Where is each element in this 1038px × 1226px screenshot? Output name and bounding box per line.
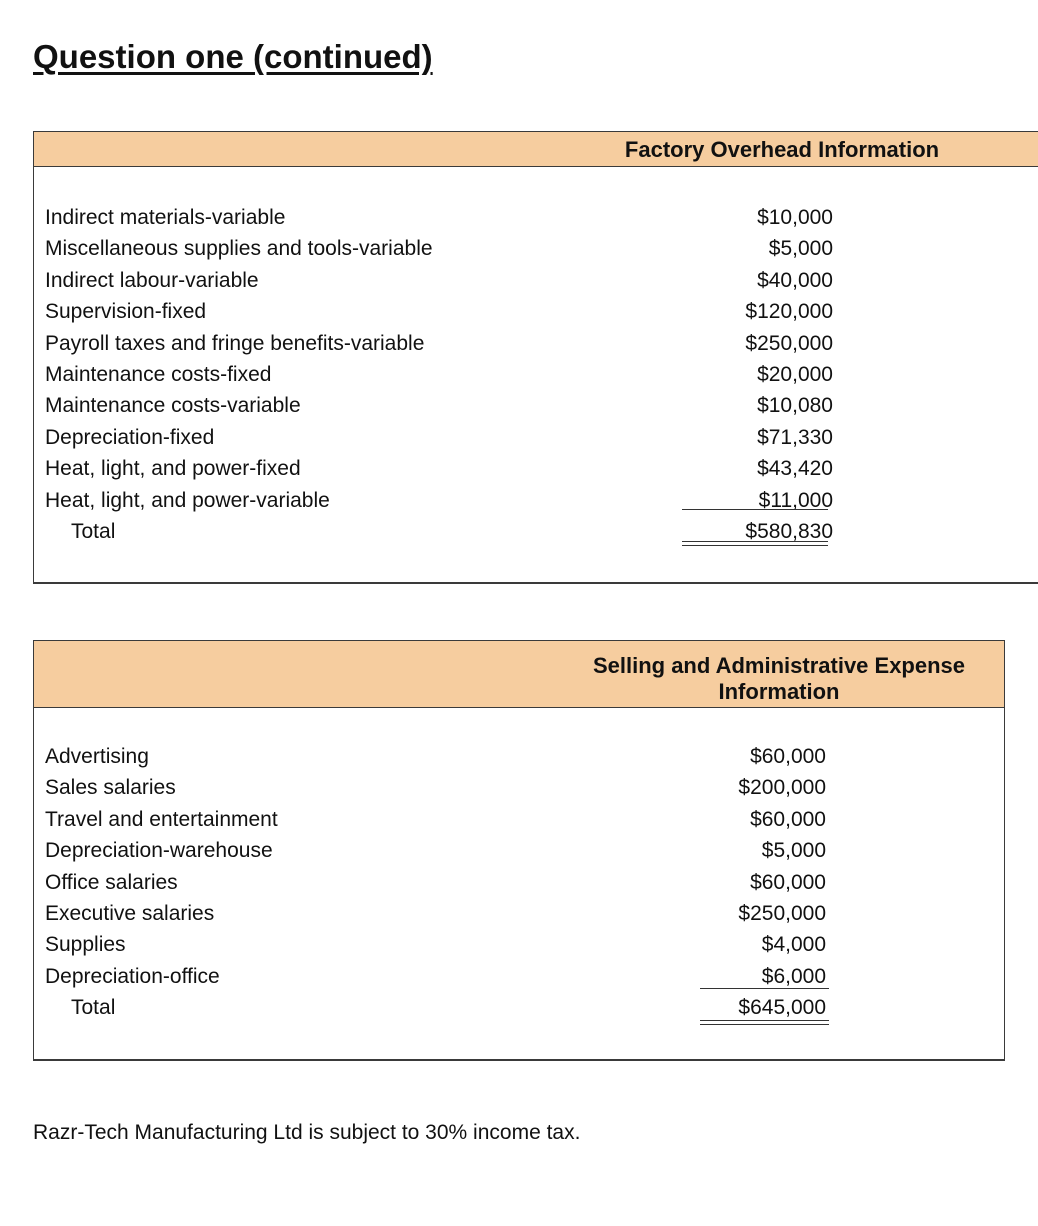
income-tax-note: Razr-Tech Manufacturing Ltd is subject to 30% income tax. <box>33 1121 581 1144</box>
table-row <box>45 328 845 359</box>
factory-overhead-rows <box>45 202 845 547</box>
row-label: Supervision-fixed <box>45 300 207 324</box>
row-value: $40,000 <box>757 268 833 292</box>
row-label: Maintenance costs-variable <box>45 394 301 418</box>
table-row <box>45 741 845 772</box>
row-value: $4,000 <box>761 933 826 957</box>
row-value: $20,000 <box>757 362 833 386</box>
row-value: $60,000 <box>750 745 826 768</box>
total-value: $645,000 <box>738 996 826 1020</box>
total-double-rule <box>700 1020 829 1025</box>
table-row <box>45 359 845 390</box>
row-label: Office salaries <box>45 870 178 894</box>
factory-overhead-table <box>33 131 1038 584</box>
row-label: Heat, light, and power-variable <box>45 488 330 512</box>
table-row <box>45 453 845 484</box>
row-value: $5,000 <box>761 839 826 863</box>
table-row <box>45 929 845 960</box>
row-value: $60,000 <box>750 870 826 894</box>
row-value: $250,000 <box>745 331 833 355</box>
row-value: $11,000 <box>758 488 833 512</box>
row-value: $200,000 <box>738 776 826 800</box>
row-label: Depreciation-office <box>45 964 220 988</box>
row-label: Travel and entertainment <box>45 807 278 831</box>
table-header-band <box>34 132 1038 167</box>
total-double-rule <box>682 541 828 546</box>
table-row <box>45 265 845 296</box>
selling-admin-header: Selling and Administrative Expense Information <box>592 653 966 704</box>
table-header-band <box>34 641 1004 708</box>
row-value: $60,000 <box>750 807 826 831</box>
subtotal-rule <box>700 988 829 989</box>
row-value: $6,000 <box>761 964 826 988</box>
row-value: $5,000 <box>768 237 833 261</box>
row-label: Supplies <box>45 933 126 957</box>
selling-admin-rows <box>45 741 845 1024</box>
row-value: $250,000 <box>738 901 826 925</box>
table-row <box>45 772 845 803</box>
total-label: Total <box>71 519 116 543</box>
row-value: $71,330 <box>757 425 833 449</box>
table-row <box>45 804 845 835</box>
row-value: $120,000 <box>745 300 833 324</box>
row-label: Depreciation-fixed <box>45 425 215 449</box>
subtotal-rule <box>682 509 828 510</box>
row-label: Indirect labour-variable <box>45 268 259 292</box>
table-row <box>45 202 845 233</box>
row-label: Executive salaries <box>45 901 215 925</box>
row-value: $10,080 <box>757 394 833 418</box>
row-label: Maintenance costs-fixed <box>45 362 272 386</box>
row-label: Heat, light, and power-fixed <box>45 457 301 481</box>
page-title: Question one (continued) <box>33 38 433 75</box>
row-label: Sales salaries <box>45 776 176 800</box>
table-row <box>45 898 845 929</box>
row-value: $10,000 <box>757 206 833 229</box>
table-row <box>45 485 845 516</box>
selling-admin-table <box>33 640 1005 1061</box>
row-label: Depreciation-warehouse <box>45 839 273 863</box>
table-row <box>45 422 845 453</box>
table-row <box>45 390 845 421</box>
row-label: Payroll taxes and fringe benefits-variable <box>45 331 425 355</box>
total-label: Total <box>71 996 116 1020</box>
row-value: $43,420 <box>757 457 833 481</box>
factory-overhead-header: Factory Overhead Information <box>624 137 940 162</box>
row-label: Advertising <box>45 745 149 768</box>
table-row <box>45 867 845 898</box>
row-label: Miscellaneous supplies and tools-variable <box>45 237 433 261</box>
total-value: $580,830 <box>745 519 833 543</box>
total-row <box>45 992 845 1023</box>
table-row <box>45 296 845 327</box>
table-row <box>45 835 845 866</box>
row-label: Indirect materials-variable <box>45 206 286 229</box>
table-row <box>45 233 845 264</box>
